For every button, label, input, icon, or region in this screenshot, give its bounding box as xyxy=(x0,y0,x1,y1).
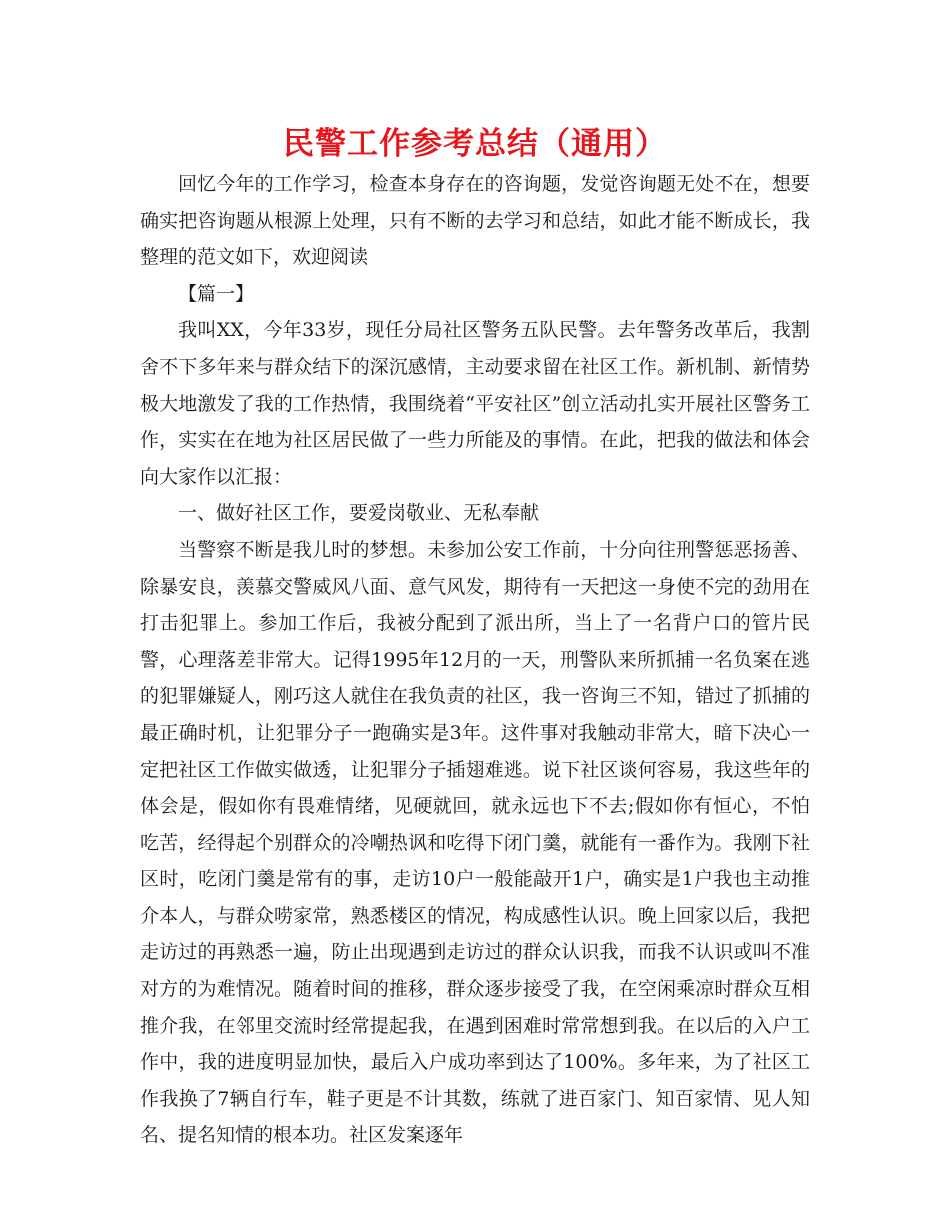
document-title: 民警工作参考总结（通用） xyxy=(283,126,667,162)
body-paragraph: 我叫XX，今年33岁，现任分局社区警务五队民警。去年警务改革后，我割舍不下多年来与群众结下的深沉感情，主动要求留在社区工作。新机制、新情势极大地激发了我的工作热情，我围绕着“平安社区”创立活动扎实开展社区警务工作，实实在在地为社区居民做了一些力所能及的事情。在此，把我的做法和体会向大家作以汇报： xyxy=(140,319,810,488)
body-paragraph: 当警察不断是我儿时的梦想。未参加公安工作前，十分向往刑警惩恶扬善、除暴安良，羡慕交警威风八面、意气风发，期待有一天把这一身使不完的劲用在打击犯罪上。参加工作后，我被分配到了派出所，当上了一名背户口的管片民警，心理落差非常大。记得1995年12月的一天，刑警队来所抓捕一名负案在逃的犯罪嫌疑人，刚巧这人就住在我负责的社区，我一咨询三不知，错过了抓捕的最正确时机，让犯罪分子一跑确实是3年。这件事对我触动非常大，暗下决心一定把社区工作做实做透，让犯罪分子插翅难逃。说下社区谈何容易，我这些年的体会是，假如你有畏难情绪，见硬就回，就永远也下不去;假如你有恒心，不怕吃苦，经得起个别群众的冷嘲热讽和吃得下闭门羹，就能有一番作为。我刚下社区时，吃闭门羹是常有的事，走访10户一般能敲开1户，确实是1户我也主动推介本人，与群众唠家常，熟悉楼区的情况，构成感性认识。晚上回家以后，我把走访过的再熟悉一遍，防止出现遇到走访过的群众认识我，而我不认识或叫不准对方的为难情况。随着时间的推移，群众逐步接受了我，在空闲乘凉时群众互相推介我，在邻里交流时经常提起我，在遇到困难时常常想到我。在以后的入户工作中，我的进度明显加快，最后入户成功率到达了100%。多年来，为了社区工作我换了7辆自行车，鞋子更是不计其数，练就了进百家门、知百家情、见人知名、提名知情的根本功。社区发案逐年 xyxy=(140,538,810,1147)
section-label: 【篇一】 xyxy=(178,282,255,305)
intro-paragraph: 回忆今年的工作学习，检查本身存在的咨询题，发觉咨询题无处不在，想要确实把咨询题从根源上处理，只有不断的去学习和总结，如此才能不断成长，我整理的范文如下，欢迎阅读 xyxy=(140,173,810,269)
document-body xyxy=(140,166,810,1154)
section-heading: 一、做好社区工作，要爱岗敬业、无私奉献 xyxy=(178,502,540,525)
